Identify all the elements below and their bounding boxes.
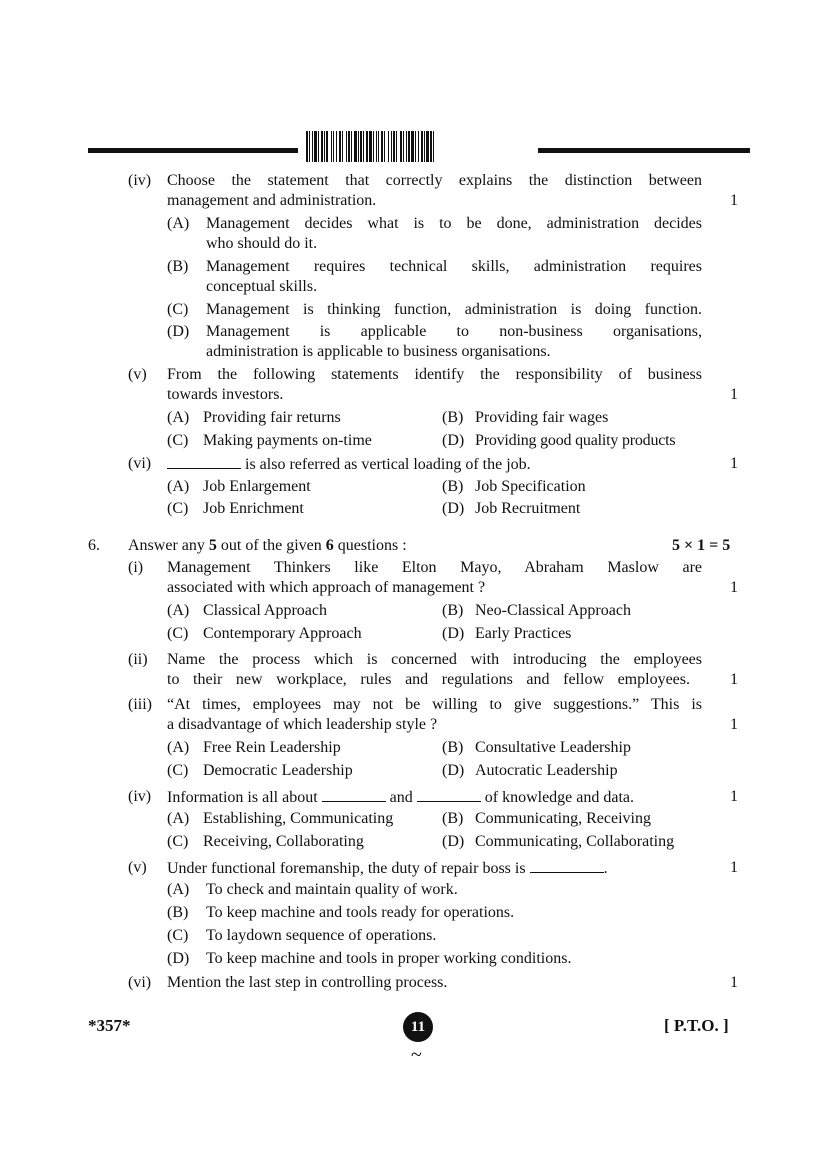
fill-in-blank [322, 787, 386, 802]
q5-vi-text: is also referred as vertical loading of the job. [245, 456, 531, 473]
q6-i-number: (i) [128, 559, 144, 576]
q6-iii-option-c: Democratic Leadership [203, 762, 353, 779]
q5-vi-number: (vi) [128, 455, 152, 472]
q6-iv-text-2: and [389, 789, 413, 806]
q5-iv-option-b-line-2: conceptual skills. [206, 278, 318, 295]
q6-v-option-a: To check and maintain quality of work. [206, 881, 458, 898]
pto-label: [ P.T.O. ] [664, 1016, 729, 1035]
q6-v-option-d: To keep machine and tools in proper working conditions. [206, 950, 572, 967]
q5-iv-marks: 1 [730, 192, 738, 209]
q5-v-option-b-label: (B) [442, 409, 464, 426]
q6-iii-marks: 1 [730, 716, 738, 733]
q5-vi-option-c: Job Enrichment [203, 500, 304, 517]
q6-ii-marks: 1 [730, 671, 738, 688]
q5-iv-number: (iv) [128, 172, 152, 189]
q6-iii-option-a-label: (A) [167, 739, 190, 756]
q6-v-text-2: . [603, 860, 608, 877]
q5-vi-option-a-label: (A) [167, 478, 190, 495]
q6-iii-option-b-label: (B) [442, 739, 464, 756]
q6-iii-option-d-label: (D) [442, 762, 465, 779]
page-number: 11 [403, 1012, 433, 1042]
q5-v-marks: 1 [730, 386, 738, 403]
q6-v-option-d-label: (D) [167, 950, 190, 967]
q6-iv-option-b: Communicating, Receiving [475, 810, 651, 827]
q5-iv-option-a-label: (A) [167, 215, 190, 232]
q6-i-option-d-label: (D) [442, 625, 465, 642]
q6-ii-number: (ii) [128, 651, 148, 668]
q5-v-number: (v) [128, 366, 147, 383]
q5-iv-option-c-line-1: Management is thinking function, administration is doing function. [206, 301, 702, 318]
q6-iv-option-a-label: (A) [167, 810, 190, 827]
q5-iv-text-1: Choose the statement that correctly explains the distinction between [167, 172, 702, 189]
q6-ii-text-2: to their new workplace, rules and regulations and fellow employees. [167, 671, 690, 688]
q6-v-text-1: Under functional foremanship, the duty of repair boss is [167, 860, 526, 877]
q5-vi-option-d: Job Recruitment [475, 500, 581, 517]
q6-iii-text-2: a disadvantage of which leadership style ? [167, 716, 438, 733]
header-rule-left [88, 148, 298, 153]
q5-iv-option-a-line-2: who should do it. [206, 235, 318, 252]
q6-v-number: (v) [128, 859, 147, 876]
q6-v-marks: 1 [730, 859, 738, 876]
q6-iv-text-1: Information is all about [167, 789, 318, 806]
q6-instr-n2: 6 [325, 537, 334, 554]
fill-in-blank [530, 858, 604, 873]
q6-iii-option-a: Free Rein Leadership [203, 739, 341, 756]
barcode-stripe [434, 131, 436, 162]
q6-v-option-c-label: (C) [167, 927, 189, 944]
q6-number: 6. [88, 537, 100, 554]
q5-iv-option-b-line-1: Management requires technical skills, administration requires [206, 258, 702, 275]
q5-vi-marks: 1 [730, 455, 738, 472]
q6-iv-text-3: of knowledge and data. [484, 789, 635, 806]
fill-in-blank [167, 454, 241, 469]
q6-v-option-a-label: (A) [167, 881, 190, 898]
q5-vi-option-b: Job Specification [475, 478, 586, 495]
q6-i-option-a-label: (A) [167, 602, 190, 619]
q5-vi-option-d-label: (D) [442, 500, 465, 517]
q6-total-marks: 5 × 1 = 5 [672, 537, 731, 554]
q6-v-text-line [167, 858, 608, 879]
q5-iv-option-b-label: (B) [167, 258, 189, 275]
q5-v-option-c: Making payments on-time [203, 432, 372, 449]
q5-v-text-1: From the following statements identify the responsibility of business [167, 366, 702, 383]
q5-iv-option-c-label: (C) [167, 301, 189, 318]
q5-v-text-2: towards investors. [167, 386, 284, 403]
q6-instr-n1: 5 [208, 537, 217, 554]
q6-iii-option-d: Autocratic Leadership [475, 762, 618, 779]
q6-instr-post: questions : [333, 537, 407, 554]
q6-iv-marks: 1 [730, 788, 738, 805]
q5-v-option-d-label: (D) [442, 432, 465, 449]
q6-i-option-b-label: (B) [442, 602, 464, 619]
q5-v-option-b: Providing fair wages [475, 409, 609, 426]
q6-i-marks: 1 [730, 579, 738, 596]
q5-iv-text-2: management and administration. [167, 192, 377, 209]
q6-i-option-a: Classical Approach [203, 602, 327, 619]
q5-v-option-a: Providing fair returns [203, 409, 341, 426]
q5-v-option-c-label: (C) [167, 432, 189, 449]
q6-iv-option-c-label: (C) [167, 833, 189, 850]
q6-iv-option-c: Receiving, Collaborating [203, 833, 364, 850]
q5-vi-text-line [167, 454, 531, 475]
q6-iv-option-d-label: (D) [442, 833, 465, 850]
q6-v-option-b-label: (B) [167, 904, 189, 921]
q5-iv-option-d-line-2: administration is applicable to business organisations. [206, 343, 551, 360]
q6-vi-marks: 1 [730, 974, 738, 991]
q5-v-option-a-label: (A) [167, 409, 190, 426]
q5-vi-option-a: Job Enlargement [203, 478, 311, 495]
q6-i-option-b: Neo-Classical Approach [475, 602, 631, 619]
barcode [306, 131, 532, 162]
fill-in-blank [417, 787, 481, 802]
q5-iv-option-a-line-1: Management decides what is to be done, administration decides [206, 215, 702, 232]
header-rule-right [538, 148, 750, 153]
q6-vi-number: (vi) [128, 974, 152, 991]
q6-v-option-c: To laydown sequence of operations. [206, 927, 437, 944]
q6-iii-option-c-label: (C) [167, 762, 189, 779]
q6-iii-number: (iii) [128, 696, 152, 713]
q6-v-option-b: To keep machine and tools ready for operations. [206, 904, 515, 921]
q5-iv-option-d-label: (D) [167, 323, 190, 340]
q6-instruction [128, 536, 407, 556]
q6-i-option-c-label: (C) [167, 625, 189, 642]
q6-i-text-2: associated with which approach of management ? [167, 579, 486, 596]
q6-iii-text-1: “At times, employees may not be willing to give suggestions.” This is [167, 696, 702, 713]
q6-vi-text: Mention the last step in controlling process. [167, 974, 448, 991]
paper-code: *357* [88, 1016, 131, 1035]
q6-iv-text-line [167, 787, 634, 808]
q6-iv-number: (iv) [128, 788, 152, 805]
q6-i-option-c: Contemporary Approach [203, 625, 362, 642]
q6-i-option-d: Early Practices [475, 625, 572, 642]
q6-iv-option-b-label: (B) [442, 810, 464, 827]
q6-iv-option-d: Communicating, Collaborating [475, 833, 675, 850]
q6-instr-mid: out of the given [216, 537, 326, 554]
q6-iv-option-a: Establishing, Communicating [203, 810, 394, 827]
q5-vi-option-b-label: (B) [442, 478, 464, 495]
tilde-mark: ~ [411, 1044, 422, 1066]
q5-iv-option-d-line-1: Management is applicable to non-business organisations, [206, 323, 702, 340]
q6-ii-text-1: Name the process which is concerned with introducing the employees [167, 651, 702, 668]
q6-instr-pre: Answer any [128, 537, 209, 554]
q5-vi-option-c-label: (C) [167, 500, 189, 517]
q6-iii-option-b: Consultative Leadership [475, 739, 631, 756]
q6-i-text-1: Management Thinkers like Elton Mayo, Abraham Maslow are [167, 559, 702, 576]
q5-v-option-d: Providing good quality products [475, 432, 676, 449]
